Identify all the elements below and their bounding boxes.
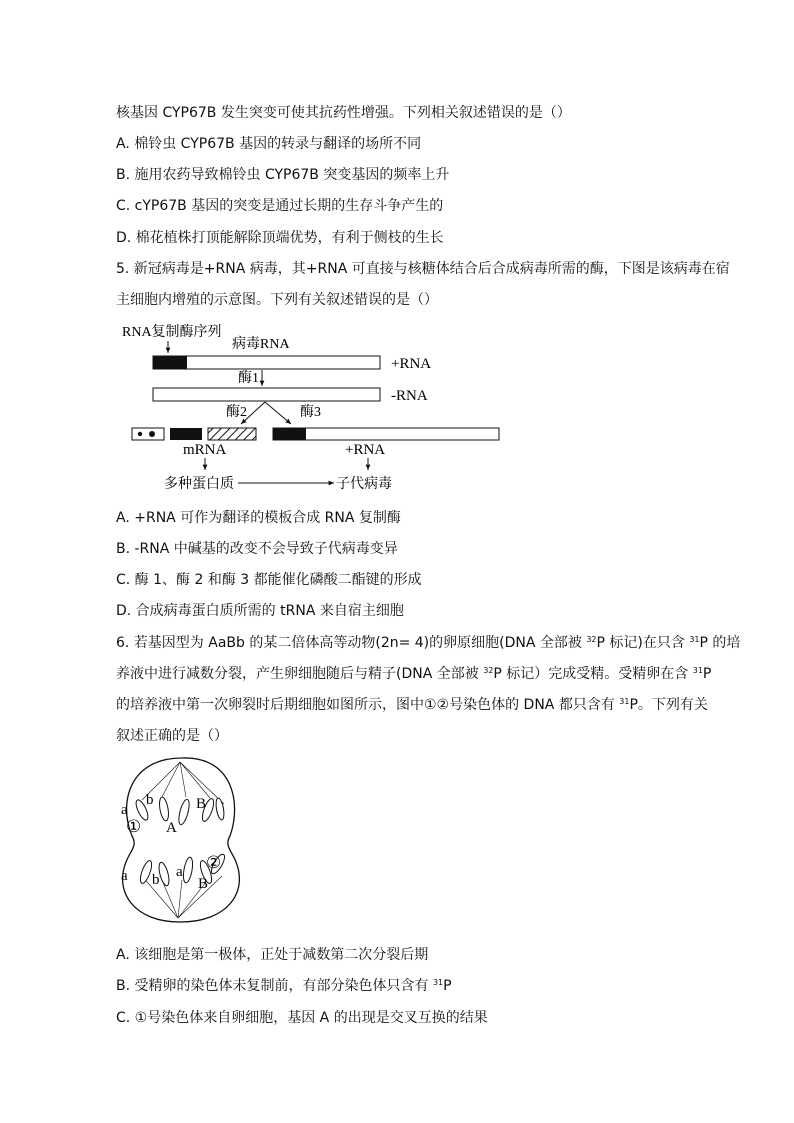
q6-stem-line2-part1: 养液中进行减数分裂，产生卵细胞随后与精子(DNA 全部被 — [116, 666, 484, 682]
superscript: 31 — [692, 666, 703, 675]
label-plus-rna: +RNA — [391, 356, 432, 372]
q6-stem-line2 — [116, 664, 711, 684]
q6-stem-line1-part2: P 标记)在只含 — [596, 635, 690, 651]
q4-stem: 核基因 CYP67B 发生突变可使其抗药性增强。下列相关叙述错误的是（） — [116, 105, 571, 121]
cell-outline — [123, 758, 240, 922]
gene-label-b-upper: b — [146, 792, 154, 808]
q6-stem-line3-part1: 的培养液中第一次卵裂时后期细胞如图所示，图中①②号染色体的 DNA 都只含有 — [116, 697, 620, 713]
q5-option-b: B. -RNA 中碱基的改变不会导致子代病毒变异 — [116, 541, 398, 557]
q5-option-d: D. 合成病毒蛋白质所需的 tRNA 来自宿主细胞 — [116, 603, 404, 619]
label-enzyme1: 酶1 — [238, 371, 259, 386]
mrna-cap-segment — [132, 428, 164, 440]
gene-label-b-lower: b — [152, 872, 160, 888]
superscript: 31 — [432, 978, 444, 987]
gene-label-B-lower: B — [198, 876, 209, 892]
plus-rna-bar — [153, 356, 380, 369]
label-enzyme2: 酶2 — [226, 405, 247, 420]
virus-replication-diagram — [0, 318, 794, 498]
q6-stem-line2-part3: P — [702, 666, 712, 682]
mrna-solid-segment — [170, 428, 202, 440]
gene-label-B-upper: B — [196, 796, 207, 812]
q5-stem-line1: 5. 新冠病毒是+RNA 病毒，其+RNA 可直接与核糖体结合后合成病毒所需的酶，下图是该病毒在宿 — [116, 261, 730, 277]
gene-label-a-lower-mid: a — [176, 864, 183, 880]
label-proteins: 多种蛋白质 — [164, 477, 234, 492]
progeny-replicase-segment — [273, 428, 306, 440]
superscript: 31 — [689, 635, 700, 644]
q6-stem-line1-part3: P 的培 — [699, 635, 741, 651]
label-enzyme3: 酶3 — [300, 405, 321, 420]
q4-option-b: B. 施用农药导致棉铃虫 CYP67B 突变基因的频率上升 — [116, 167, 450, 183]
superscript: 32 — [483, 666, 494, 675]
q6-option-b-text: B. 受精卵的染色体未复制前，有部分染色体只含有 — [116, 978, 433, 994]
q6-option-a: A. 该细胞是第一极体，正处于减数第二次分裂后期 — [116, 947, 429, 963]
plus-rna-replicase-segment — [153, 356, 187, 369]
gene-label-a-upper: a — [121, 802, 128, 818]
label-mrna: mRNA — [183, 442, 227, 458]
superscript: 32 — [586, 635, 597, 644]
minus-rna-bar — [153, 388, 380, 401]
progeny-plus-rna-bar — [273, 428, 499, 440]
mrna-cap-dot-1 — [138, 432, 142, 436]
q6-stem-line2-part2: P 标记）完成受精。受精卵在含 — [493, 666, 693, 682]
label-minus-rna: -RNA — [391, 388, 428, 404]
cell-division-figure — [112, 752, 262, 932]
label-virus-rna: 病毒RNA — [232, 337, 290, 352]
superscript: 31 — [619, 697, 630, 706]
mrna-cap-dot-2 — [149, 431, 155, 437]
label-plus-rna-progeny: +RNA — [345, 442, 386, 458]
label-progeny-virus: 子代病毒 — [336, 477, 392, 492]
mrna-hatched-segment — [208, 428, 256, 440]
q5-option-c: C. 酶 1、酶 2 和酶 3 都能催化磷酸二酯键的形成 — [116, 572, 422, 588]
q4-option-c: C. cYP67B 基因的突变是通过长期的生存斗争产生的 — [116, 198, 444, 214]
q6-option-c: C. ①号染色体来自卵细胞，基因 A 的出现是交叉互换的结果 — [116, 1010, 488, 1026]
q6-stem-line4: 叙述正确的是（） — [116, 728, 228, 744]
chromosome-number-1: ① — [126, 817, 142, 836]
q6-option-b — [116, 976, 452, 996]
gene-label-a-lower-left: a — [121, 868, 128, 884]
q4-option-d: D. 棉花植株打顶能解除顶端优势，有利于侧枝的生长 — [116, 230, 444, 246]
q6-stem-line1-part1: 6. 若基因型为 AaBb 的某二倍体高等动物(2n= 4)的卵原细胞(DNA 全部被 — [116, 635, 587, 651]
q4-option-a: A. 棉铃虫 CYP67B 基因的转录与翻译的场所不同 — [116, 136, 422, 152]
q5-option-a: A. +RNA 可作为翻译的模板合成 RNA 复制酶 — [116, 510, 401, 526]
q6-stem-line1 — [116, 633, 740, 653]
q5-stem-line2: 主细胞内增殖的示意图。下列有关叙述错误的是（） — [116, 292, 438, 308]
q6-option-b-tail: P — [443, 978, 452, 994]
q6-stem-line3 — [116, 695, 708, 715]
label-replicase-seq: RNA复制酶序列 — [122, 325, 222, 340]
chromosome-number-2: ② — [206, 853, 222, 872]
q6-stem-line3-part2: P。下列有关 — [629, 697, 708, 713]
arrow-enzyme3 — [265, 402, 291, 424]
gene-label-A-upper: A — [166, 820, 177, 836]
